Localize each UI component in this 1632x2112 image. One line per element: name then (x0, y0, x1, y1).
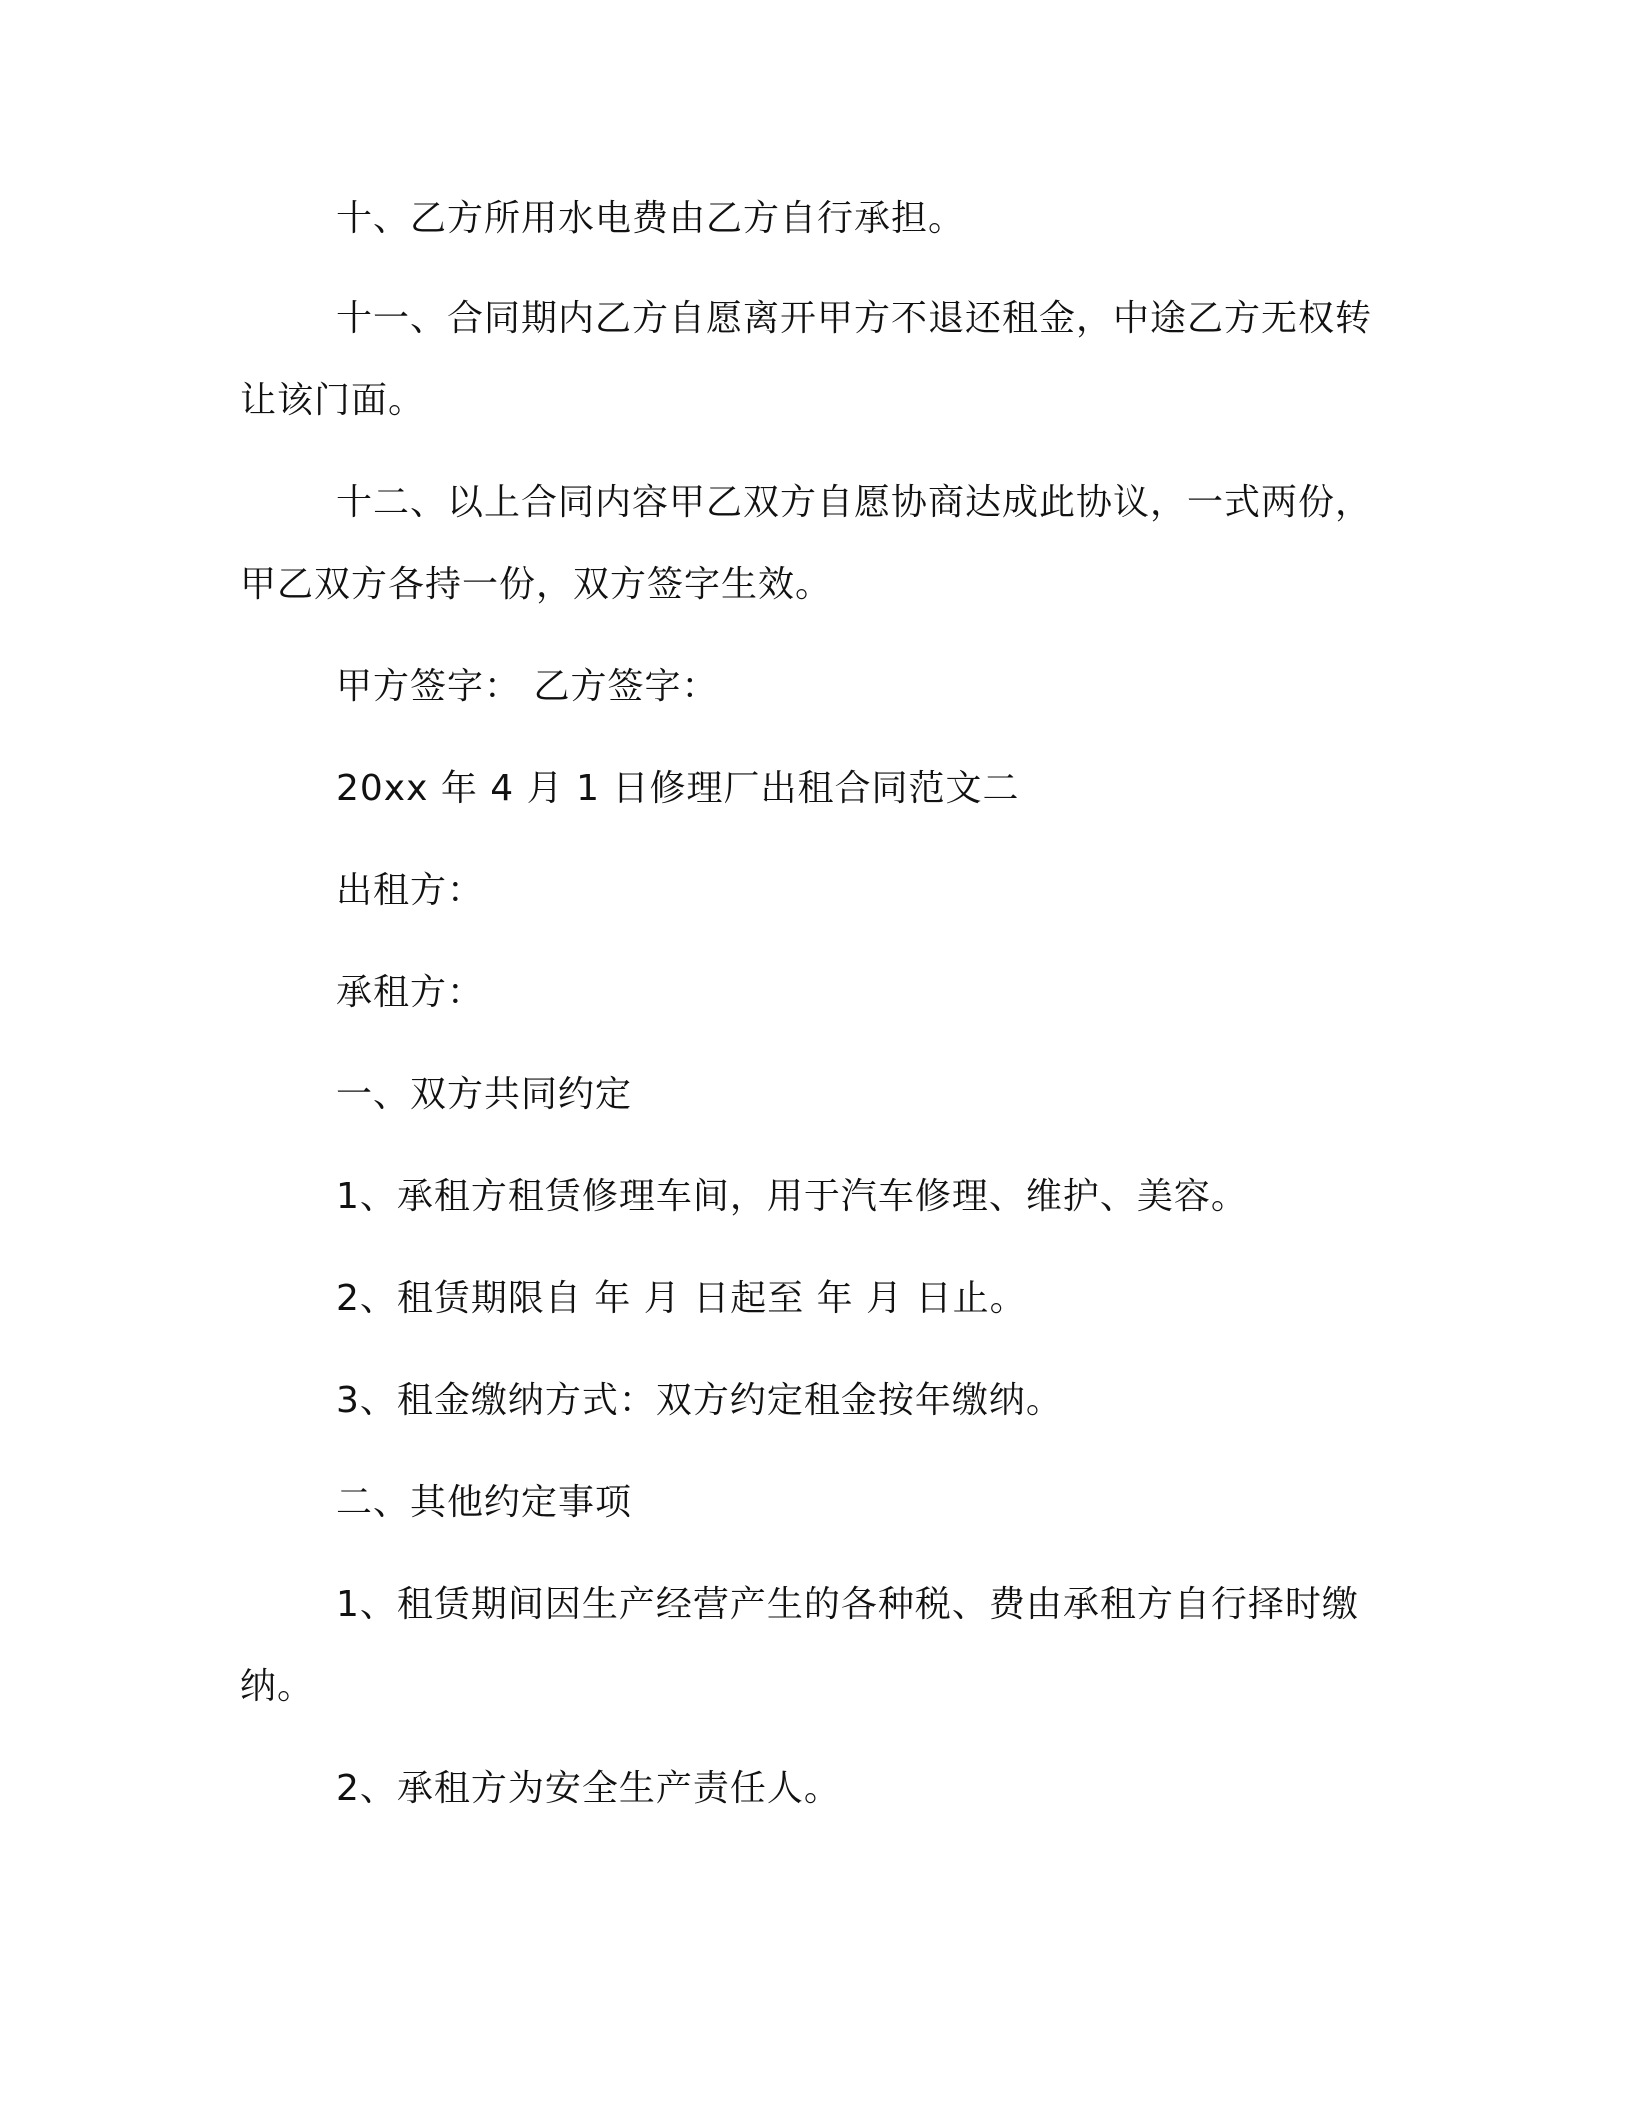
clause-10: 十、乙方所用水电费由乙方自行承担。 (336, 198, 966, 239)
section-2-heading: 二、其他约定事项 (336, 1482, 633, 1523)
section-2-item-1: 1、租赁期间因生产经营产生的各种税、费由承租方自行择时缴纳。 (240, 1584, 1359, 1707)
section-2-item-2: 2、承租方为安全生产责任人。 (336, 1768, 841, 1809)
date-and-title: 20xx 年 4 月 1 日修理厂出租合同范文二 (336, 768, 1020, 809)
section-1-heading: 一、双方共同约定 (336, 1074, 633, 1115)
signature-line: 甲方签字： 乙方签字： (336, 666, 719, 707)
lessor-label: 出租方： (336, 870, 485, 911)
section-1-item-1: 1、承租方租赁修理车间，用于汽车修理、维护、美容。 (336, 1176, 1248, 1217)
section-1-item-3: 3、租金缴纳方式：双方约定租金按年缴纳。 (336, 1380, 1063, 1421)
clause-12: 十二、以上合同内容甲乙双方自愿协商达成此协议，一式两份，甲乙双方各持一份，双方签字生效。 (240, 482, 1373, 605)
lessee-label: 承租方： (336, 972, 485, 1013)
clause-11: 十一、合同期内乙方自愿离开甲方不退还租金，中途乙方无权转让该门面。 (240, 298, 1373, 421)
section-1-item-2: 2、租赁期限自 年 月 日起至 年 月 日止。 (336, 1278, 1027, 1319)
